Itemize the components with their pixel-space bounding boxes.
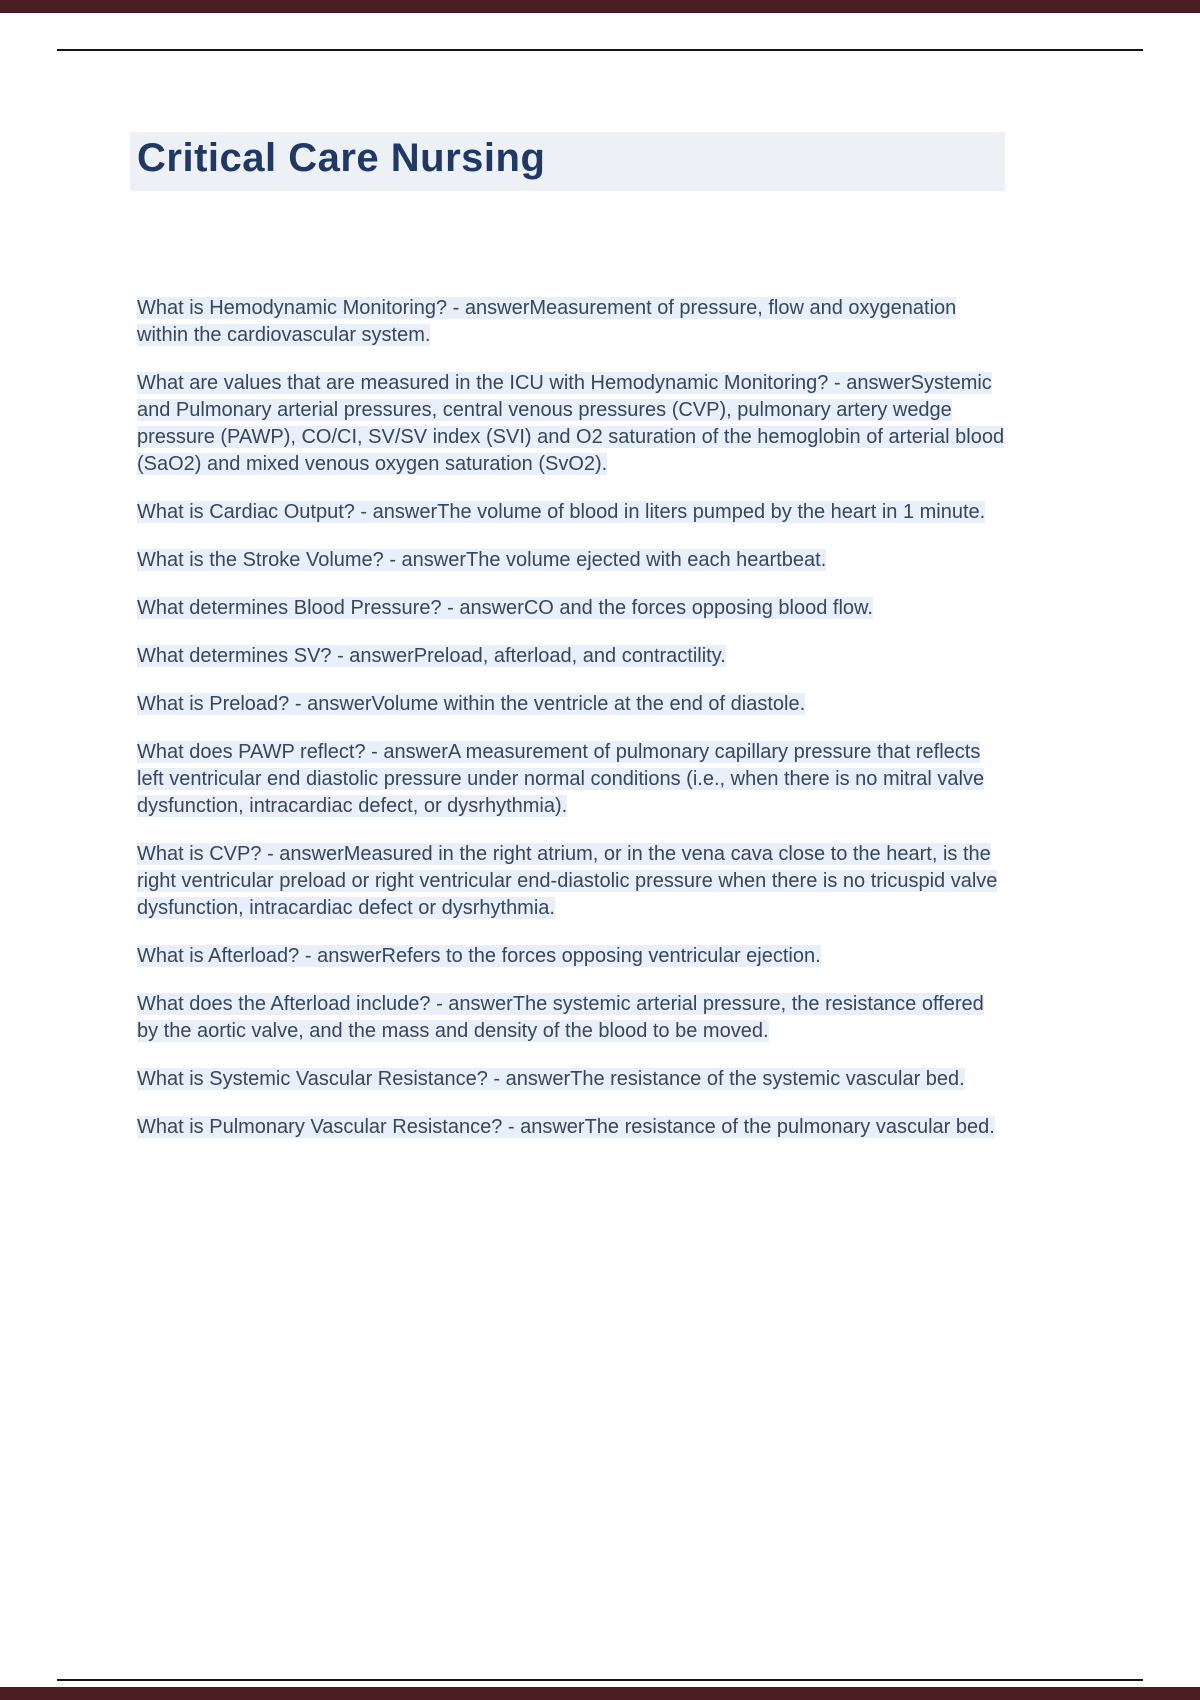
- page-bottom-border-line: [57, 1679, 1143, 1681]
- qa-paragraph: [137, 691, 1005, 718]
- qa-text: What is Hemodynamic Monitoring? - answerMeasurement of pressure, flow and oxygenation within the cardiovascular system.: [137, 297, 957, 346]
- qa-text: What is Systemic Vascular Resistance? - answerThe resistance of the systemic vascular bed.: [137, 1068, 965, 1090]
- qa-paragraph: [137, 370, 1005, 478]
- qa-paragraph: [137, 295, 1005, 349]
- qa-text: What is Cardiac Output? - answerThe volume of blood in liters pumped by the heart in 1 minute.: [137, 501, 986, 523]
- qa-paragraph: [137, 547, 1005, 574]
- qa-paragraph: [137, 841, 1005, 922]
- qa-text: What are values that are measured in the ICU with Hemodynamic Monitoring? - answerSystemic and Pulmonary arterial pressures, central venous pressures (CVP), pulmonary artery wedge pressure (PAWP), CO/CI, SV/SV index (SVI) and O2 saturation of the hemoglobin of arterial blood (SaO2) and mixed venous oxygen saturation (SvO2).: [137, 372, 1005, 475]
- qa-list: [137, 295, 1005, 1141]
- qa-text: What is the Stroke Volume? - answerThe volume ejected with each heartbeat.: [137, 549, 827, 571]
- qa-text: What is Afterload? - answerRefers to the forces opposing ventricular ejection.: [137, 945, 821, 967]
- qa-paragraph: [137, 1066, 1005, 1093]
- qa-paragraph: [137, 991, 1005, 1045]
- qa-text: What does PAWP reflect? - answerA measurement of pulmonary capillary pressure that reflects left ventricular end diastolic pressure under normal conditions (i.e., when there is no mitral valve dysfunction, intracardiac defect, or dysrhythmia).: [137, 741, 985, 817]
- qa-paragraph: [137, 943, 1005, 970]
- qa-text: What is CVP? - answerMeasured in the right atrium, or in the vena cava close to the heart, is the right ventricular preload or right ventricular end-diastolic pressure when there is no tricuspid valve dysfunction, intracardiac defect or dysrhythmia.: [137, 843, 998, 919]
- page-bottom-edge-bar: [0, 1687, 1200, 1700]
- qa-paragraph: [137, 499, 1005, 526]
- qa-text: What determines Blood Pressure? - answerCO and the forces opposing blood flow.: [137, 597, 873, 619]
- document-page: [137, 0, 1005, 1162]
- qa-text: What is Pulmonary Vascular Resistance? - answerThe resistance of the pulmonary vascular bed.: [137, 1116, 995, 1138]
- qa-text: What determines SV? - answerPreload, afterload, and contractility.: [137, 645, 726, 667]
- qa-paragraph: [137, 595, 1005, 622]
- page-title: Critical Care Nursing: [130, 132, 1005, 191]
- qa-text: What is Preload? - answerVolume within the ventricle at the end of diastole.: [137, 693, 806, 715]
- qa-text: What does the Afterload include? - answerThe systemic arterial pressure, the resistance offered by the aortic valve, and the mass and density of the blood to be moved.: [137, 993, 984, 1042]
- qa-paragraph: [137, 643, 1005, 670]
- qa-paragraph: [137, 1114, 1005, 1141]
- qa-paragraph: [137, 739, 1005, 820]
